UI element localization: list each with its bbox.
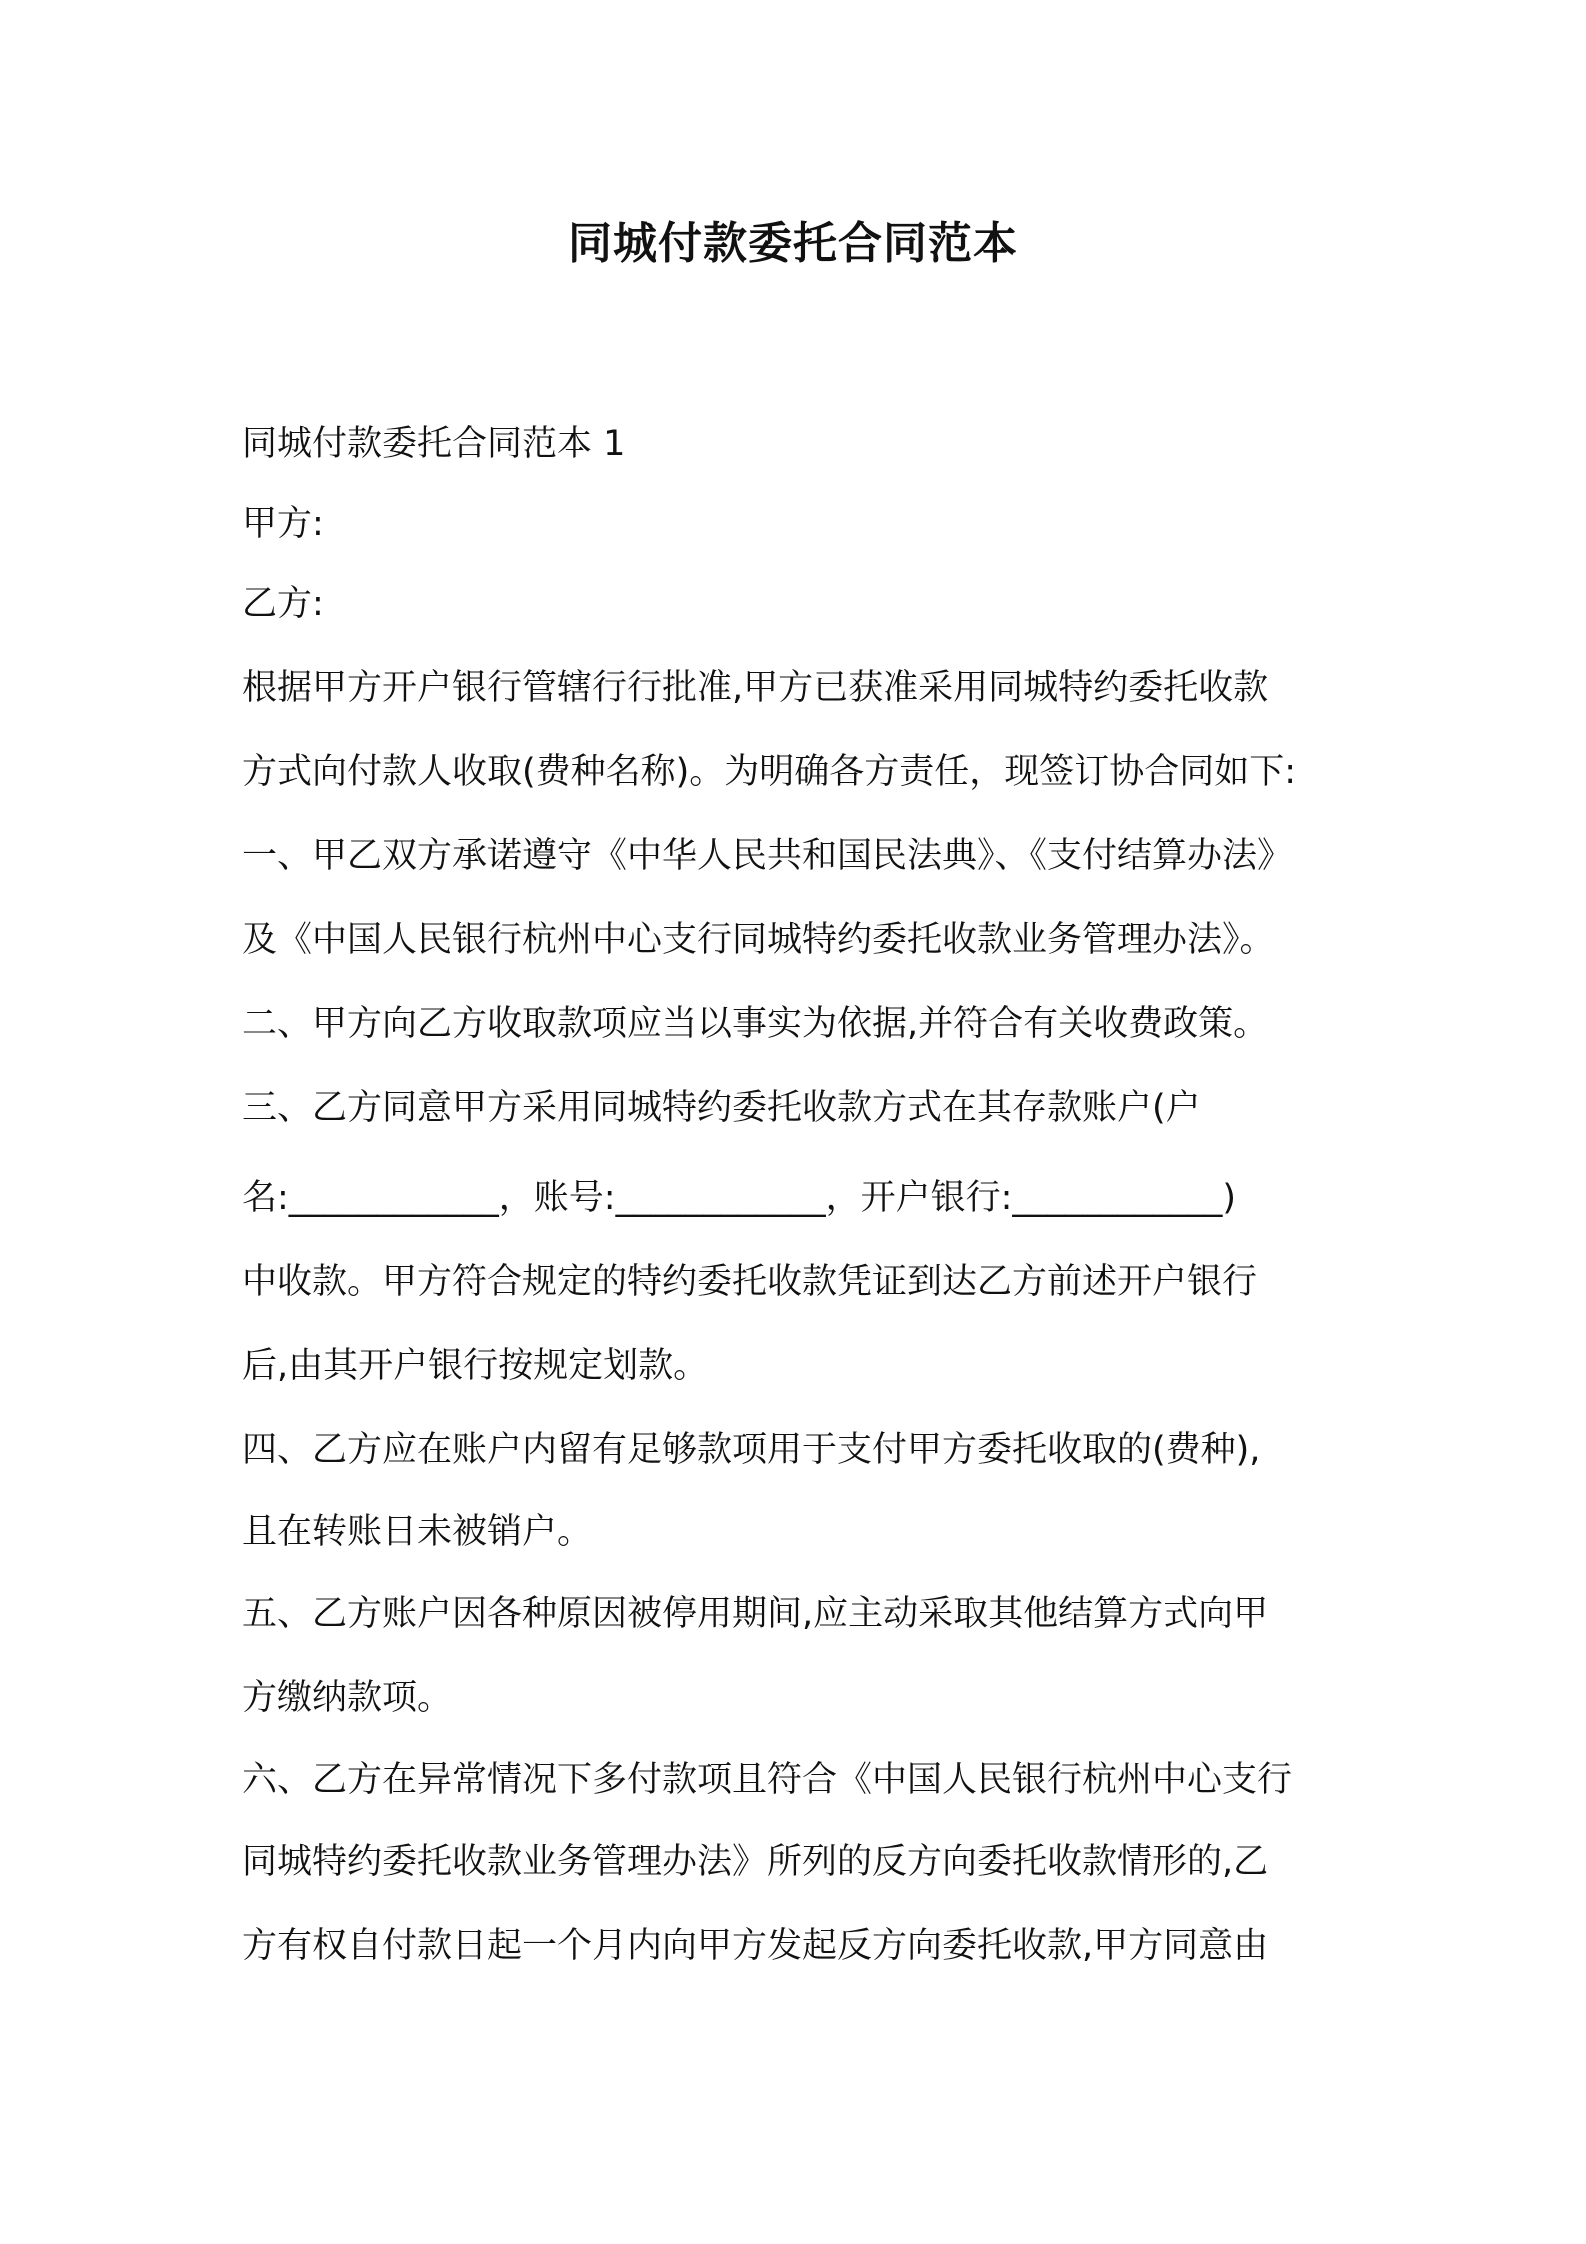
clause-3-line: 名:____________，账号:____________，开户银行:____________) — [242, 1178, 1237, 1218]
paragraph-line: 根据甲方开户银行管辖行行批准,甲方已获准采用同城特约委托收款 — [242, 668, 1269, 708]
clause-1-line: 及《中国人民银行杭州中心支行同城特约委托收款业务管理办法》。 — [242, 920, 1275, 960]
clause-3-line: 中收款。甲方符合规定的特约委托收款凭证到达乙方前述开户银行 — [242, 1262, 1258, 1302]
clause-6-line: 方有权自付款日起一个月内向甲方发起反方向委托收款,甲方同意由 — [242, 1926, 1269, 1966]
clause-6-line: 同城特约委托收款业务管理办法》所列的反方向委托收款情形的,乙 — [242, 1842, 1269, 1882]
clause-6-line: 六、乙方在异常情况下多付款项且符合《中国人民银行杭州中心支行 — [242, 1760, 1293, 1800]
clause-5-line: 方缴纳款项。 — [242, 1678, 453, 1718]
document-title: 同城付款委托合同范本 — [568, 218, 1018, 269]
clause-4-line: 且在转账日未被销户。 — [242, 1512, 593, 1552]
clause-2-line: 二、甲方向乙方收取款项应当以事实为依据,并符合有关收费政策。 — [242, 1004, 1269, 1044]
clause-3-line: 三、乙方同意甲方采用同城特约委托收款方式在其存款账户(户 — [242, 1088, 1201, 1128]
paragraph-line: 方式向付款人收取(费种名称)。为明确各方责任，现签订协合同如下: — [242, 752, 1297, 792]
party-a-label: 甲方: — [242, 504, 324, 544]
clause-1-line: 一、甲乙双方承诺遵守《中华人民共和国民法典》、《支付结算办法》 — [242, 836, 1293, 876]
clause-5-line: 五、乙方账户因各种原因被停用期间,应主动采取其他结算方式向甲 — [242, 1594, 1269, 1634]
clause-4-line: 四、乙方应在账户内留有足够款项用于支付甲方委托收取的(费种), — [242, 1430, 1261, 1470]
party-b-label: 乙方: — [242, 584, 324, 624]
clause-3-line: 后,由其开户银行按规定划款。 — [242, 1346, 709, 1386]
section-heading: 同城付款委托合同范本 1 — [242, 424, 626, 464]
